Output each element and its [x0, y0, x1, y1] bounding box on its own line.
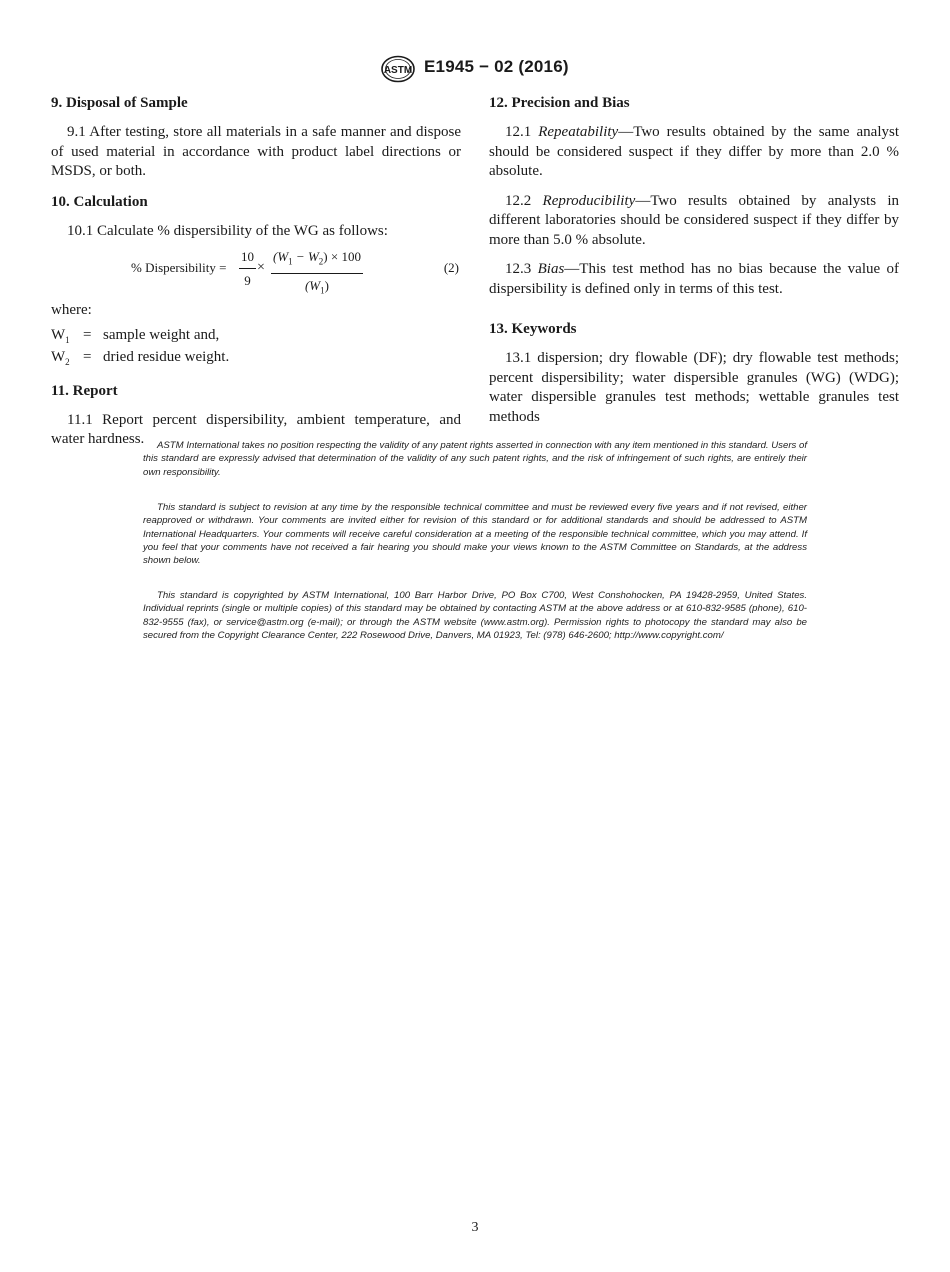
section-10-title: 10. Calculation — [51, 193, 148, 210]
definition-row: $W_1$ = sample weight and, — [51, 326, 220, 345]
equation-times: × — [257, 260, 265, 275]
where-label: where: — [51, 302, 92, 318]
section-10 — [51, 192, 461, 371]
page-number: 3 — [471, 1220, 479, 1235]
section-13-title: 13. Keywords — [489, 321, 577, 337]
svg-text:ASTM: ASTM — [383, 65, 413, 76]
section-12-title: 12. Precision and Bias — [489, 95, 630, 111]
right-column — [489, 93, 899, 435]
section-12-2-text: 12.2 Reproducibility—Two results obtained by analysts in different laboratories should be considered suspect if they differ by more than 5.0 % absolute. — [489, 192, 899, 248]
equation-fraction-ten-ninths: $\frac{10}{9}$ — [241, 249, 254, 288]
section-13-1-text: 13.1 dispersion; dry flowable (DF); dry flowable test methods; percent dispersibility; water dispersible granules (WG) (WDG); water dispersible granules test methods; wettable granules test methods — [489, 350, 899, 425]
copyright-notice: This standard is copyrighted by ASTM International, 100 Barr Harbor Drive, PO Box C700, West Conshohocken, PA 19428-2959, United States. Individual reprints (single or multiple copies) of this standard may be obtained by contacting ASTM at the above address or at 610-832-9585 (phone), 610-832-9555 (fax), or service@astm.org (e-mail); or through the ASTM website (www.astm.org). Permission rights to photocopy the standard may also be secured from the Copyright Clearance Center, 222 Rosewood Drive, Danvers, MA 01923, Tel: (978) 646-2600; http://www.copyright.com/ — [143, 590, 807, 641]
section-11-1-text: 11.1 Report percent dispersibility, ambient temperature, and water hardness. — [51, 411, 461, 447]
document-designation: E1945 − 02 (2016) — [424, 57, 569, 76]
section-12-1-text: 12.1 Repeatability—Two results obtained by the same analyst should be considered suspect if they differ by more than 2.0 % absolute. — [489, 124, 899, 179]
dispersibility-equation — [51, 247, 461, 296]
section-10-1-text: 10.1 Calculate % dispersibility of the WG as follows: — [67, 222, 388, 239]
equation-label: % Dispersibility = — [131, 260, 227, 275]
section-11-title: 11. Report — [51, 382, 118, 399]
patent-notice: ASTM International takes no position respecting the validity of any patent rights asserted in connection with any item mentioned in this standard. Users of this standard are expressly advised that determination of the validity of any such patent rights, and the risk of infringement of such rights, are entirely their own responsibility. — [143, 440, 807, 478]
variable-definitions — [51, 327, 461, 371]
section-13 — [489, 319, 899, 427]
revision-notice: This standard is subject to revision at any time by the responsible technical committee and must be reviewed every five years and if not revised, either reapproved or withdrawn. Your comments are invited either for revision of this standard or for additional standards and should be addressed to ASTM International Headquarters. Your comments will receive careful consideration at a meeting of the responsible technical committee, which you may attend. If you feel that your comments have not received a fair hearing you should make your views known to the ASTM Committee on Standards, at the address shown below. — [143, 502, 807, 567]
section-9 — [51, 93, 461, 182]
equation-number: (2) — [443, 260, 459, 275]
section-12-3-text: 12.3 Bias—This test method has no bias because the value of dispersibility is defined only in terms of this test. — [489, 261, 900, 297]
equation-fraction-weights: $\frac{(W_1 - W_2) \times 100}{(W_1)}$ — [273, 249, 361, 296]
definition-row: $W_2$ = dried residue weight. — [51, 348, 230, 367]
astm-logo — [380, 55, 416, 83]
page-header — [0, 55, 950, 85]
section-12 — [489, 93, 899, 299]
left-column — [51, 93, 461, 458]
section-9-title: 9. Disposal of Sample — [51, 95, 188, 111]
section-9-1-text: 9.1 After testing, store all materials in a safe manner and dispose of used material in accordance with product label directions or MSDS, or both. — [51, 124, 461, 179]
